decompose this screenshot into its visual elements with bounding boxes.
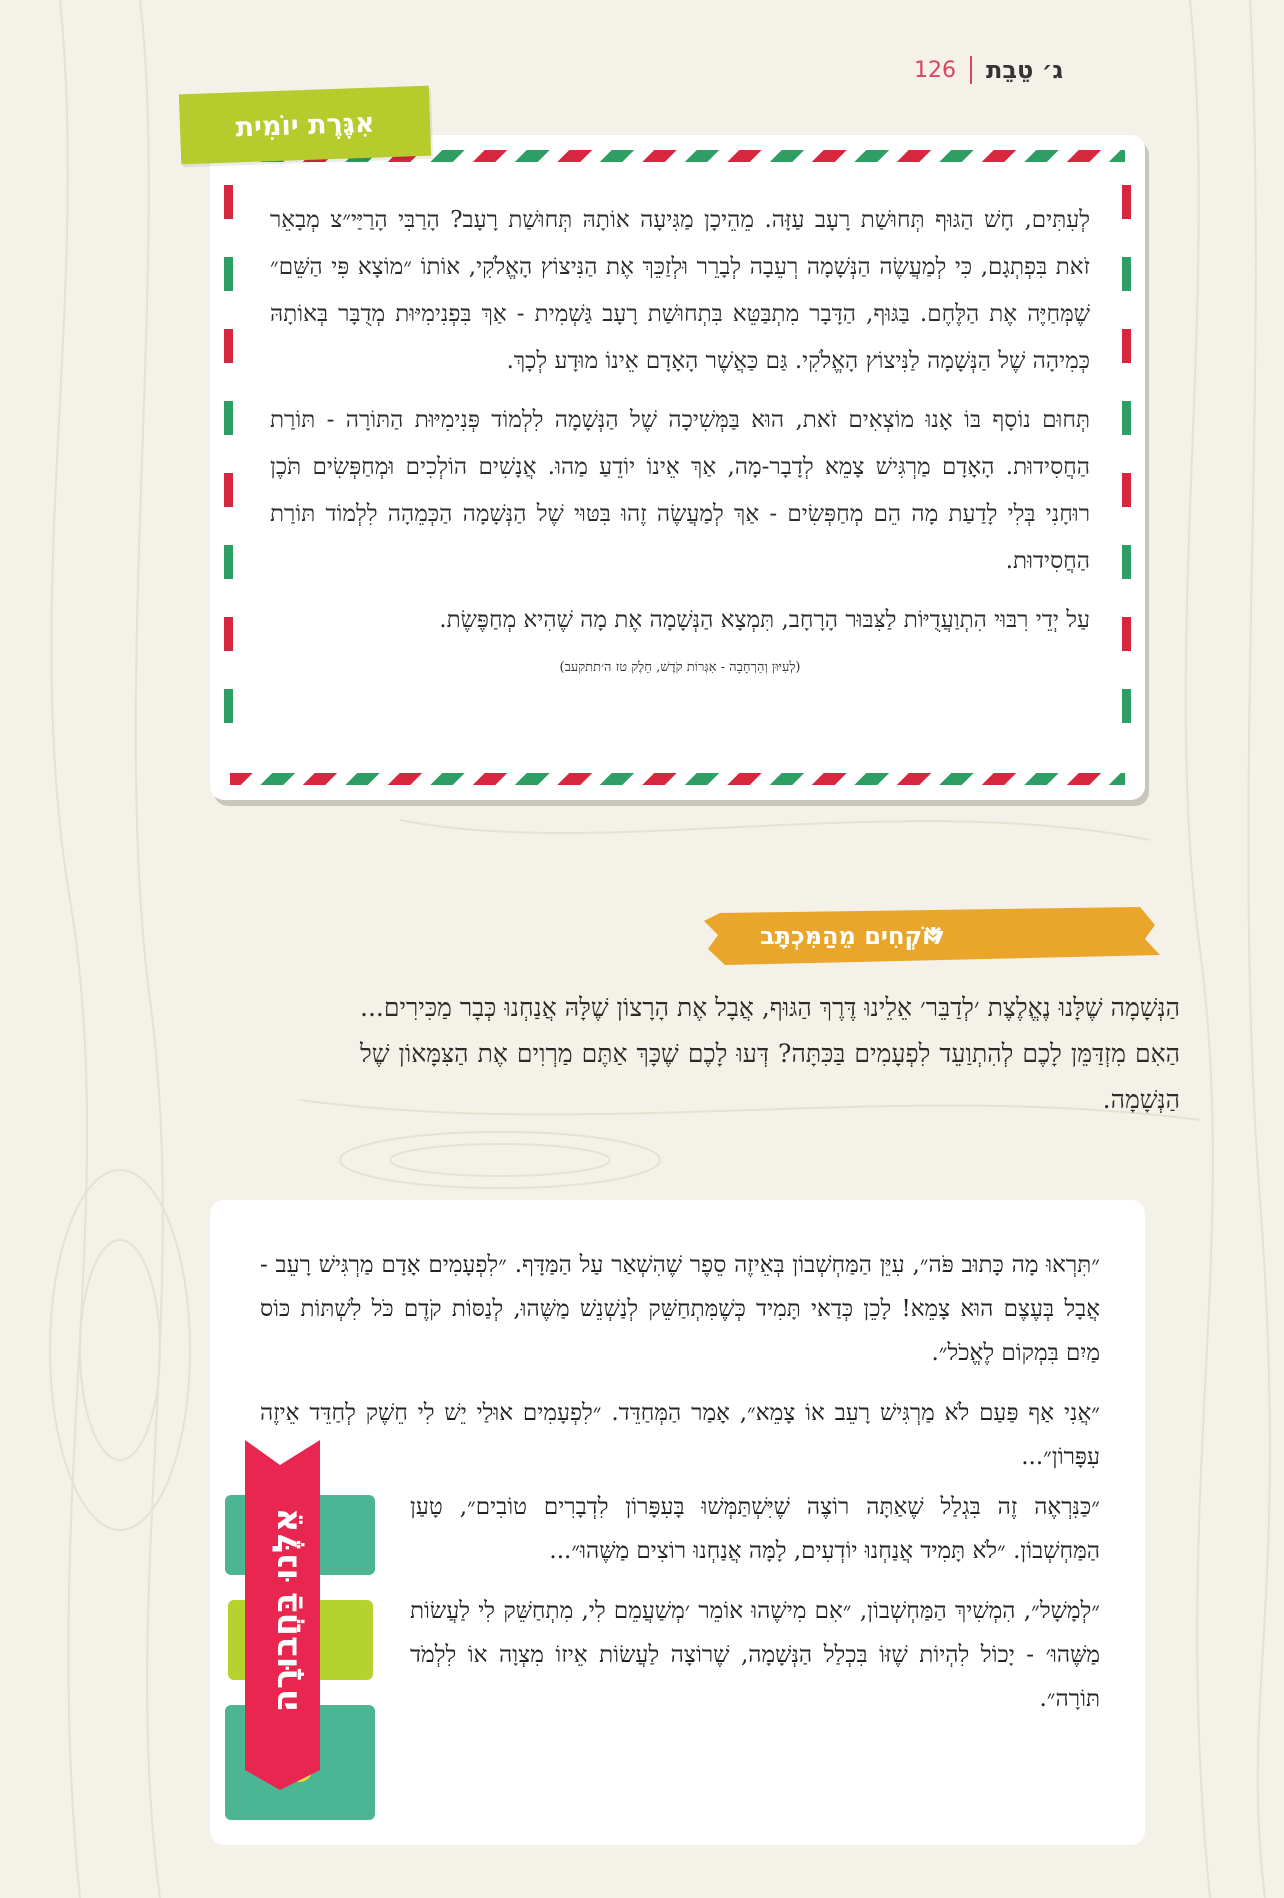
letter-paragraph: לְעִתִּים, חָשׁ הַגּוּף תְּחוּשַׁת רָעָב עַזָּה. מֵהֵיכָן מַגִּיעָה אוֹתָהּ תְּחוּשַׁת רָעָב? הָרַבִּי הָרַיַּי״צ מְבָאֵר זֹאת בִּפְתְגָם, כִּי לְמַעֲשֶׂה הַנְּשָׁמָה רְעֵבָה לְבָרֵר וּלְזַכֵּךְ אֶת הַנִּיצוֹץ הָאֱלֹקִי, אוֹתוֹ ״מוֹצָא פִּי הַשֵּׁם״ שֶׁמְּחַיֶּה אֶת הַלֶּחֶם. בַּגּוּף, הַדָּבָר מִתְבַּטֵּא בִּתְחוּשַׁת רָעָב גַּשְׁמִית - אַךְ בִּפְנִימִיּוּת מְדֻבָּר בְּאוֹתָהּ כְּמִיהָה שֶׁל הַנְּשָׁמָה לַנִּיצוֹץ הָאֱלֹקִי. גַּם כַּאֲשֶׁר הָאָדָם אֵינוֹ מוּדָע לְכָךְ.: [270, 207, 1090, 374]
lesson-heading-label: לוֹקְחִים מֵהַמִּכְתָּב: [760, 922, 945, 950]
letter-source: (לְעִיּוּן וְהַרְחָבָה - אִגְּרוֹת קֹדֶשׁ, חֵלֶק טז ה׳תתקעב): [559, 660, 801, 675]
letter-paragraph: עַל יְדֵי רִבּוּי הִתְוַעֲדֻיּוֹת לַצִּבּוּר הָרָחָב, תִּמְצָא הַנְּשָׁמָה אֶת מָה שֶׁהִיא מְחַפֶּשֶׂת.: [439, 607, 1090, 633]
story-paragraph: ״כַּנִּרְאֶה זֶה בִּגְלַל שֶׁאַתָּה רוֹצֶה שֶׁיִּשְׁתַּמְּשׁוּ בָּעִפָּרוֹן לִדְבָרִים טוֹבִים״, טָעַן הַמַּחְשְׁבוֹן. ״לֹא תָּמִיד אֲנַחְנוּ יוֹדְעִים, לָמָּה אֲנַחְנוּ רוֹצִים מַשֶּׁהוּ״...: [410, 1494, 1100, 1564]
page-number: 126: [914, 57, 956, 83]
letter-body: [270, 197, 1090, 692]
airmail-border-bottom: [230, 773, 1125, 785]
lesson-heading-ribbon: [700, 905, 1160, 967]
story-ribbon-label: אֵלֶּנוּ בַּחֲבוּרָה: [265, 1507, 306, 1713]
airmail-border-right: [1122, 185, 1131, 750]
daily-letter-card: [210, 135, 1145, 800]
page-title: ג׳ טֵבֵת: [986, 56, 1064, 84]
lesson-heading: [760, 922, 945, 950]
daily-letter-tag: [179, 86, 431, 165]
airmail-border-left: [224, 185, 233, 750]
page-header: [914, 50, 1214, 90]
story-paragraph: ״לְמָשָׁל״, הִמְשִׁיךְ הַמַּחְשְׁבוֹן, ״אִם מִישֶׁהוּ אוֹמֵר ׳מְשַׁעֲמֵם לִי, מִתְחַשֵּׁק לִי לַעֲשׂוֹת מַשֶּׁהוּ׳ - יָכוֹל לִהְיוֹת שֶׁזּוֹ בִּכְלַל הַנְּשָׁמָה, שֶׁרוֹצָה לַעֲשׂוֹת אֵיזוֹ מִצְוָה אוֹ לִלְמֹד תּוֹרָה״.: [410, 1598, 1100, 1712]
letter-paragraph: תְּחוּם נוֹסָף בּוֹ אָנוּ מוֹצְאִים זֹאת, הוּא בַּמְּשִׁיכָה שֶׁל הַנְּשָׁמָה לִלְמוֹד פְּנִימִיּוּת הַתּוֹרָה - תּוֹרַת הַחֲסִידוּת. הָאָדָם מַרְגִּישׁ צָמֵא לְדָבָר-מָה, אַךְ אֵינוֹ יוֹדֵעַ מַהוּ. אֲנָשִׁים הוֹלְכִים וּמְחַפְּשִׂים תֹּכֶן רוּחָנִי בְּלִי לָדַעַת מָה הֵם מְחַפְּשִׂים - אַךְ לְמַעֲשֶׂה זֶהוּ בִּטּוּי שֶׁל הַנְּשָׁמָה הַכְּמֵהָה לִלְמוֹד תּוֹרַת הַחֲסִידוּת.: [270, 407, 1090, 574]
lesson-text: הַנְּשָׁמָה שֶׁלָּנוּ נֶאֱלֶצֶת ׳לְדַבֵּר׳ אֵלֵינוּ דֶּרֶךְ הַגּוּף, אֲבָל אֶת הָרָצוֹן שֶׁלָּהּ אֲנַחְנוּ כְּבָר מַכִּירִים... הַאִם מִזְדַּמֵּן לָכֶם לְהִתְוַעֵד לִפְעָמִים בַּכִּתָּה? דְּעוּ לָכֶם שֶׁכָּךְ אַתֶּם מַרְוִים אֶת הַצִּמָּאוֹן שֶׁל הַנְּשָׁמָה.: [360, 993, 1180, 1114]
daily-letter-tag-label: אִגֶּרֶת יוֹמִית: [235, 107, 375, 143]
header-divider: [970, 56, 972, 84]
story-ribbon-label-box: [240, 1470, 330, 1750]
story-side-text: [410, 1485, 1100, 1737]
story-paragraph: ״תִּרְאוּ מָה כָּתוּב פֹּה״, עִיֵּן הַמַּחְשְׁבוֹן בְּאֵיזֶה סֵפֶר שֶׁהִשְׁאַר עַל הַמַּדָּף. ״לִפְעָמִים אָדָם מַרְגִּישׁ רָעֵב - אֲבָל בְּעֶצֶם הוּא צָמֵא! לָכֵן כְּדַאי תָּמִיד כְּשֶׁמִּתְחַשֵּׁק לְנַשְׁנֵשׁ מַשֶּׁהוּ, לְנַסּוֹת קֹדֶם כֹּל לִשְׁתּוֹת כּוֹס מַיִם בִּמְקוֹם לֶאֱכֹל״.: [260, 1252, 1100, 1366]
story-paragraph: ״אֲנִי אַף פַּעַם לֹא מַרְגִּישׁ רָעֵב אוֹ צָמֵא״, אָמַר הַמְּחַדֵּד. ״לִפְעָמִים אוּלַי יֵשׁ לִי חֵשֶׁק לְחַדֵּד אֵיזֶה עִפָּרוֹן״...: [260, 1400, 1100, 1470]
chevron-down-icon: [921, 922, 945, 946]
